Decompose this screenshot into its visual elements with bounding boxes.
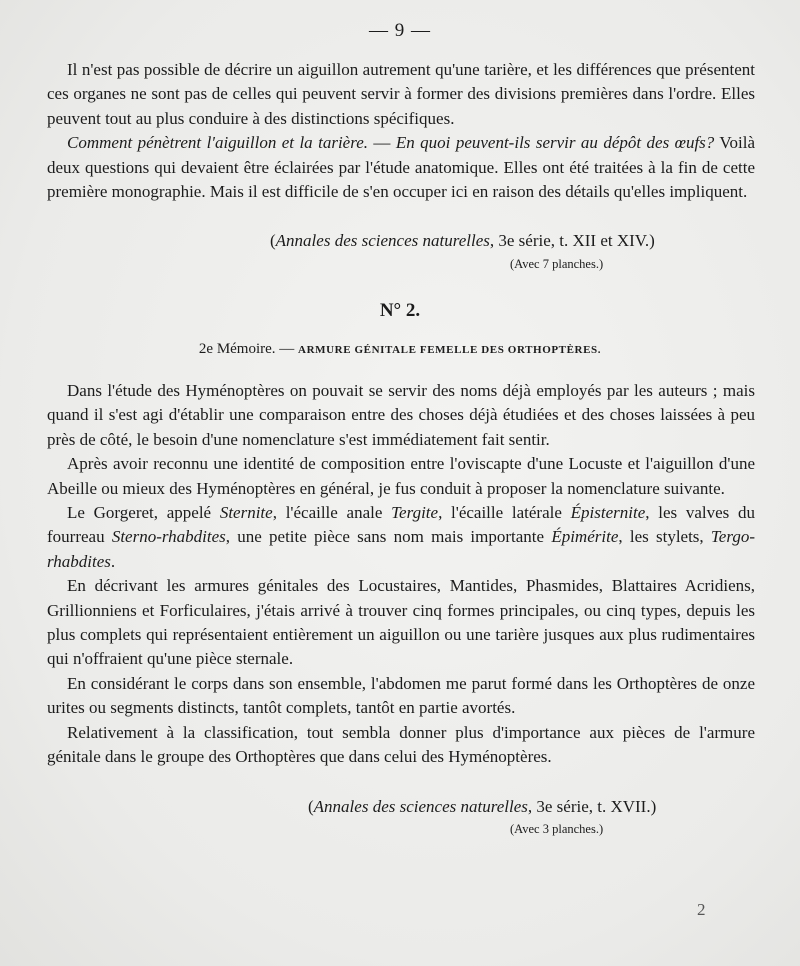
term-sterno-rhabdites: Sterno-rhabdites — [111, 527, 226, 547]
intro-block — [47, 58, 755, 204]
citation-volume: , 3e série, t. XII et XIV.) — [489, 231, 655, 250]
paragraph-questions — [47, 131, 755, 204]
term-tergite: Tergite — [391, 503, 439, 523]
folio-header: — 9 — — [369, 20, 431, 41]
paragraph-nomenclature: Dans l'étude des Hyménoptères on pouvait se servir des noms déjà employés par les auteurs ; mais quand il s'est agi d'établir une comparaison entre des choses déjà étudiées et des choses laissées à peu près de côté, le besoin d'une nomenclature s'est immédiatement fait sentir. — [47, 381, 755, 449]
questions-remark: Voilà deux questions qui devaient être éclairées par l'étude anatomique. Elles ont été traitées à la fin de cette première monographie. Mais il est difficile de s'en occuper ici en raison des détails qu'elles impliquent. — [47, 133, 756, 202]
citation-open-2: ( — [308, 797, 314, 816]
terms-text-e: , une petite pièce sans nom mais importante — [225, 527, 552, 547]
terms-text-b: , l'écaille anale — [272, 503, 392, 523]
terms-text-g: . — [110, 551, 116, 571]
memoire-heading — [0, 341, 800, 358]
paragraph-abdomen: En considérant le corps dans son ensemble, l'abdomen me parut formé dans les Orthoptères de onze urites ou segments distincts, tantôt complets, tantôt en partie avortés. — [47, 673, 755, 718]
memoire-label: 2e Mémoire. — — [198, 341, 295, 357]
citation-first — [270, 230, 655, 252]
paragraph-classification: Relativement à la classification, tout sembla donner plus d'importance aux pièces de l'armure génitale dans le groupe des Orthoptères que dans celui des Hyménoptères. — [47, 722, 755, 767]
memoire-title: ARMURE GÉNITALE FEMELLE DES ORTHOPTÈRES. — [298, 344, 602, 356]
citation-open: ( — [270, 231, 276, 250]
citation-journal: Annales des sciences naturelles — [275, 231, 490, 250]
terms-text-c: , l'écaille latérale — [438, 503, 571, 523]
paragraph-identity: Après avoir reconnu une identité de composition entre l'oviscapte d'une Locuste et l'aiguillon d'une Abeille ou mieux des Hyménoptères en général, je fus conduit à proposer la nomenclature suivante. — [47, 454, 755, 498]
terms-text-a: Le Gorgeret, appelé — [67, 503, 220, 523]
term-tergo-rhabdites: Tergo-rhabdites — [47, 527, 755, 571]
terms-text-f: , les stylets, — [618, 527, 711, 547]
term-epimerite: Épimérite — [551, 527, 619, 547]
question-two: En quoi peuvent-ils servir au dépôt des œufs? — [395, 133, 715, 153]
plates-note-second: (Avec 3 planches.) — [510, 822, 604, 836]
citation-journal-2: Annales des sciences naturelles — [313, 797, 528, 816]
question-dash: — — [368, 133, 396, 153]
paragraph-terms — [47, 501, 755, 574]
section-number: N° 2. — [379, 300, 421, 321]
plates-note-first: (Avec 7 planches.) — [510, 257, 604, 271]
term-episternite: Épisternite — [570, 503, 646, 523]
paragraph-types: En décrivant les armures génitales des Locustaires, Mantides, Phasmides, Blattaires Acridiens, Grillionniens et Forficulaires, j'étais arrivé à trouver cinq formes principales, ou cinq types, depuis les plus complets qui représentaient entièrement un aiguillon ou une tarière jusques aux plus rudimentaires qui n'offraient qu'une pièce sternale. — [47, 576, 755, 669]
citation-second — [308, 796, 656, 818]
paragraph-aiguillon: Il n'est pas possible de décrire un aiguillon autrement qu'une tarière, et les différences que présentent ces organes ne sont pas de celles qui peuvent servir à former des divisions premières dans l'ordre. Elles peuvent tout au plus conduire à des distinctions spécifiques. — [47, 60, 755, 128]
memoire-body — [47, 379, 755, 770]
terms-text-d: , les valves du fourreau — [47, 503, 755, 547]
page-number: 2 — [697, 900, 706, 919]
citation-volume-2: , 3e série, t. XVII.) — [527, 797, 657, 816]
term-sternite: Sternite — [219, 503, 273, 523]
question-one: Comment pénètrent l'aiguillon et la tarière. — [67, 133, 368, 153]
